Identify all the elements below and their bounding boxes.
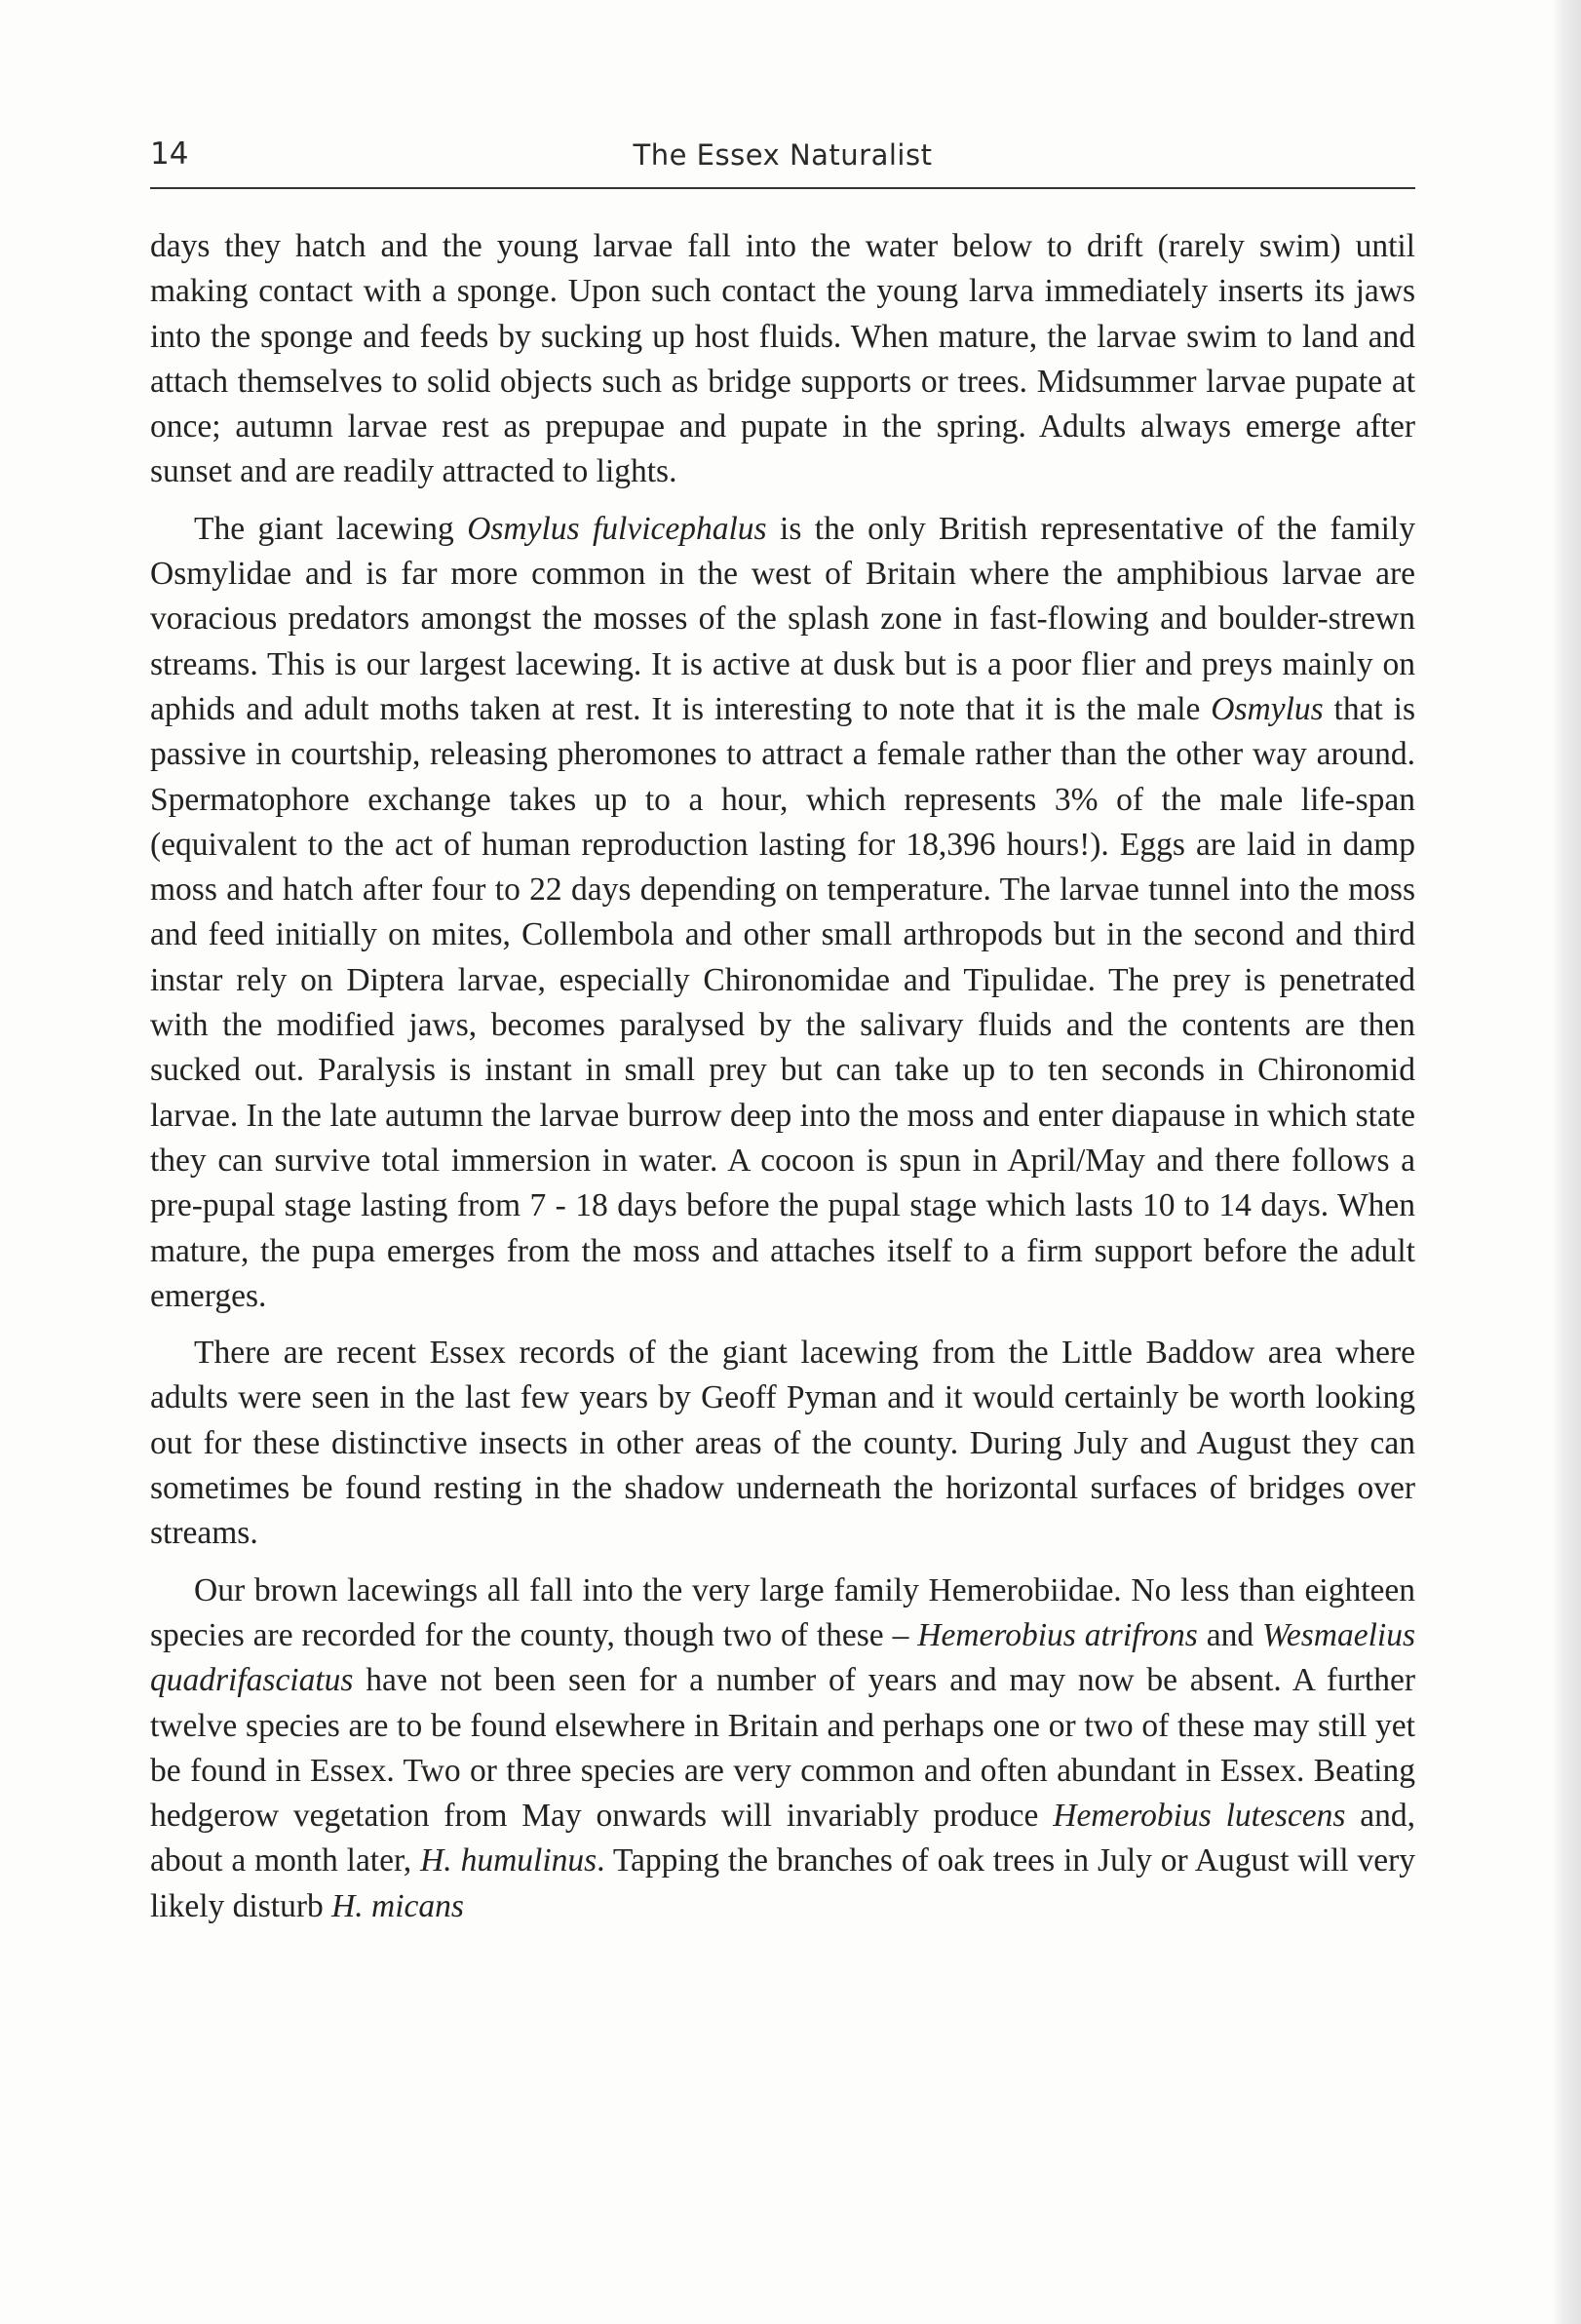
paragraph-segment: and, about a month later, bbox=[150, 1798, 1415, 1879]
species-name: H. humulinus bbox=[420, 1842, 598, 1879]
paragraph-segment: have not been seen for a number of years and may now be absent. A further twelve species are to be found elsewhere in Britain and perhaps one or two of these may still yet be found in Essex. Two or three species are very common and often abundant in Essex. Beating hedgerow vegetation from May onwards will invariably produce bbox=[150, 1662, 1415, 1835]
species-name: Wesmaelius quadrifasciatus bbox=[150, 1616, 1415, 1699]
species-name: Osmylus fulvicephalus bbox=[467, 510, 767, 547]
paragraph-segment: There are recent Essex records of the giant lacewing from the Little Baddow area where adults were seen in the last few years by Geoff Pyman and it would certainly be worth looking out for these distinctive insects in other areas of the county. During July and August they can sometimes be found resting in the shadow underneath the horizontal surfaces of bridges over streams. bbox=[150, 1335, 1415, 1552]
species-name: Osmylus bbox=[1211, 690, 1324, 727]
paragraph-segment: is the only British representative of the family Osmylidae and is far more common in the west of Britain where the amphibious larvae are voracious predators amongst the mosses of the splash zone in fast-flowing and boulder-strewn streams. This is our largest lacewing. It is active at dusk but is a poor flier and preys mainly on aphids and adult moths taken at rest. It is interesting to note that it is the male bbox=[150, 510, 1415, 727]
paragraph-segment: days they hatch and the young larvae fall into the water below to drift (rarely swim) until making contact with a sponge. Upon such contact the young larva immediately inserts its jaws into the sponge and feeds by sucking up host fluids. When mature, the larvae swim to land and attach themselves to solid objects such as bridge supports or trees. Midsummer larvae pupate at once; autumn larvae rest as prepupae and pupate in the spring. Adults always emerge after sunset and are readily attracted to lights. bbox=[150, 228, 1415, 490]
species-name: H. micans bbox=[331, 1887, 464, 1924]
header-rule bbox=[150, 187, 1415, 189]
paragraph-3 bbox=[150, 1331, 1415, 1556]
paragraph-segment: that is passive in courtship, releasing pheromones to attract a female rather than the other way around. Spermatophore exchange takes up to a hour, which represents 3% of the male life-span (equivalent to the act of human reproduction lasting for 18,396 hours!). Eggs are laid in damp moss and hatch after four to 22 days depending on temperature. The larvae tunnel into the moss and feed initially on mites, Collembola and other small arthropods but in the second and third instar rely on Diptera larvae, especially Chironomidae and Tipulidae. The prey is penetrated with the modified jaws, becomes paralysed by the salivary fluids and the contents are then sucked out. Paralysis is instant in small prey but can take up to ten seconds in Chironomid larvae. In the late autumn the larvae burrow deep into the moss and enter diapause in which state they can survive total immersion in water. A cocoon is spun in April/May and there follows a pre-pupal stage lasting from 7 - 18 days before the pupal stage which lasts 10 to 14 days. When mature, the pupa emerges from the moss and attaches itself to a firm support before the adult emerges. bbox=[150, 690, 1416, 1314]
paragraph-segment: The giant lacewing bbox=[194, 510, 468, 547]
species-name: Hemerobius lutescens bbox=[1053, 1798, 1346, 1835]
page-edge-shadow bbox=[1552, 0, 1581, 2324]
paragraph-1 bbox=[150, 224, 1415, 495]
journal-title: The Essex Naturalist bbox=[633, 138, 933, 172]
running-header bbox=[150, 136, 1415, 185]
paragraph-2 bbox=[150, 507, 1415, 1319]
species-name: Hemerobius atrifrons bbox=[917, 1616, 1198, 1653]
body-text bbox=[150, 224, 1415, 1929]
paragraph-4 bbox=[150, 1569, 1415, 1929]
paragraph-segment: Our brown lacewings all fall into the very large family Hemerobiidae. No less than eighteen species are recorded for the county, though two of these – bbox=[150, 1571, 1415, 1653]
paragraph-segment: . Tapping the branches of oak trees in July or August will very likely disturb bbox=[150, 1842, 1416, 1924]
page-number: 14 bbox=[150, 136, 189, 172]
paragraph-segment: and bbox=[1197, 1616, 1263, 1653]
